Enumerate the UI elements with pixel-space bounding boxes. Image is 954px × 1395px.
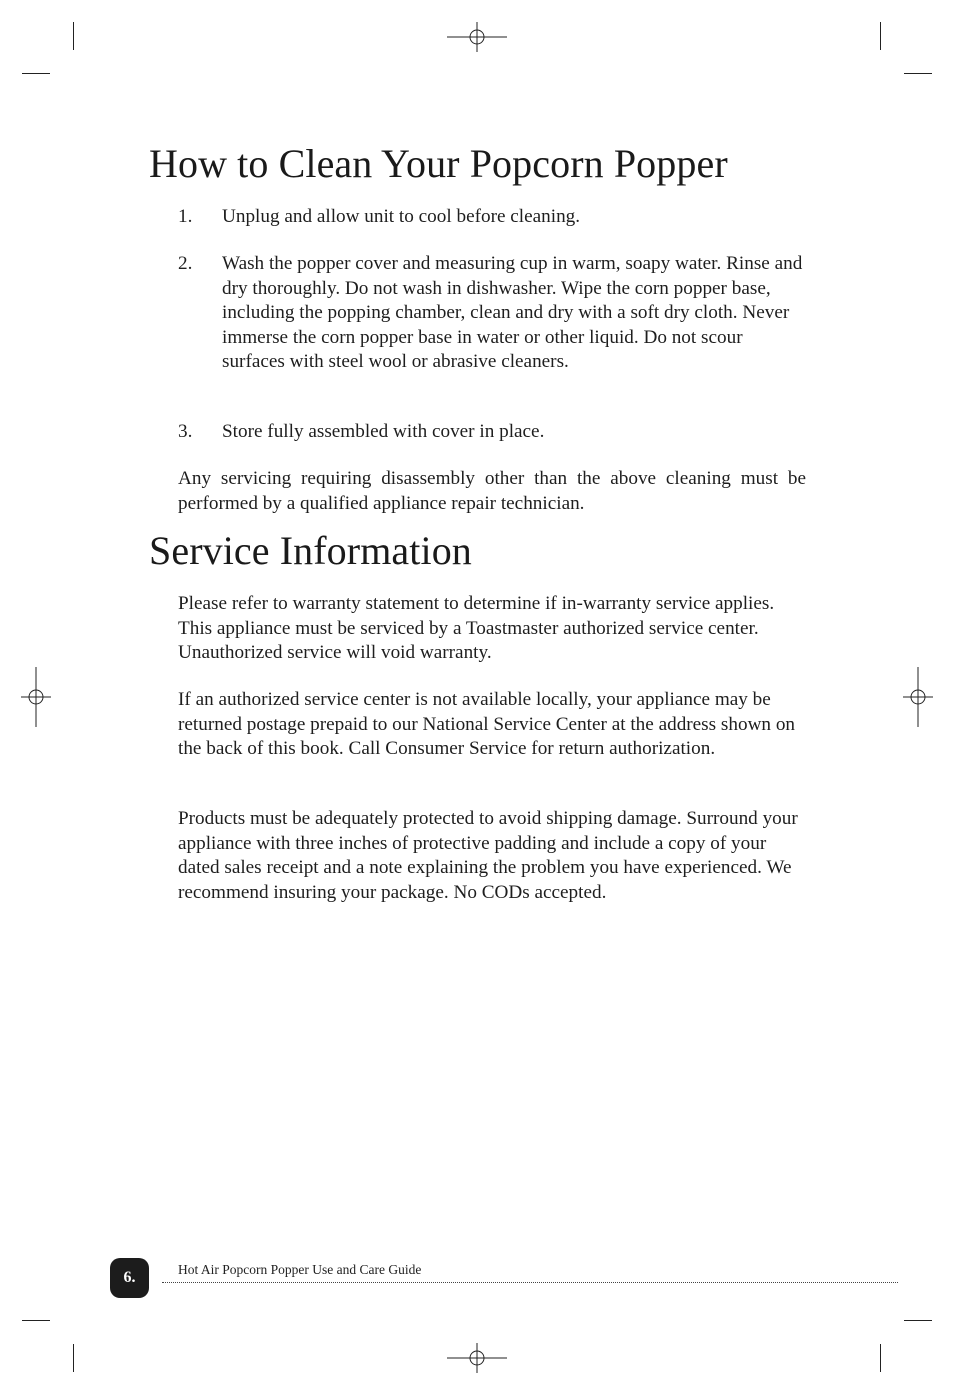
crop-mark (880, 1344, 881, 1372)
crop-mark (880, 22, 881, 50)
servicing-note: Any servicing requiring disassembly other than the above cleaning must be performed by a qualified appliance repair technician. (178, 468, 806, 514)
step-number: 2. (178, 253, 193, 274)
cleaning-step (178, 252, 808, 375)
service-paragraph: If an authorized service center is not available locally, your appliance may be returned postage prepaid to our National Service Center at the address shown on the back of this book. Call Consumer Service for return authorization. (178, 689, 796, 759)
service-paragraph: Products must be adequately protected to avoid shipping damage. Surround your appliance with three inches of protective padding and include a copy of your dated sales receipt and a note explaining the problem you have experienced. We recommend insuring your package. No CODs accepted. (178, 808, 798, 903)
crop-mark (22, 73, 50, 74)
step-text: Wash the popper cover and measuring cup in warm, soapy water. Rinse and dry thoroughly. Do not wash in dishwasher. Wipe the corn popper base, including the popping chamber, clean and dry with a soft dry cloth. Never immerse the corn popper base in water or other liquid. Do not scour surfaces with steel wool or abrasive cleaners. (222, 253, 803, 372)
footer-dotted-rule (162, 1282, 898, 1283)
service-paragraph: Please refer to warranty statement to determine if in-warranty service applies. This appliance must be serviced by a Toastmaster authorized service center. Unauthorized service will void warranty. (178, 593, 775, 663)
step-text: Store fully assembled with cover in place. (222, 421, 545, 442)
step-number: 3. (178, 421, 193, 442)
crop-mark (904, 1320, 932, 1321)
crop-mark (22, 1320, 50, 1321)
cleaning-step (178, 205, 808, 230)
step-text: Unplug and allow unit to cool before cleaning. (222, 206, 581, 227)
registration-mark-icon (21, 667, 51, 727)
clean-heading: How to Clean Your Popcorn Popper (149, 141, 728, 186)
step-number: 1. (178, 206, 193, 227)
footer-guide-title: Hot Air Popcorn Popper Use and Care Guide (178, 1262, 422, 1277)
crop-mark (73, 22, 74, 50)
crop-mark (73, 1344, 74, 1372)
cleaning-step (178, 420, 808, 445)
page-number-badge: 6. (110, 1258, 149, 1298)
crop-mark (904, 73, 932, 74)
service-heading: Service Information (149, 528, 472, 573)
registration-mark-icon (447, 1343, 507, 1373)
registration-mark-icon (447, 22, 507, 52)
registration-mark-icon (903, 667, 933, 727)
